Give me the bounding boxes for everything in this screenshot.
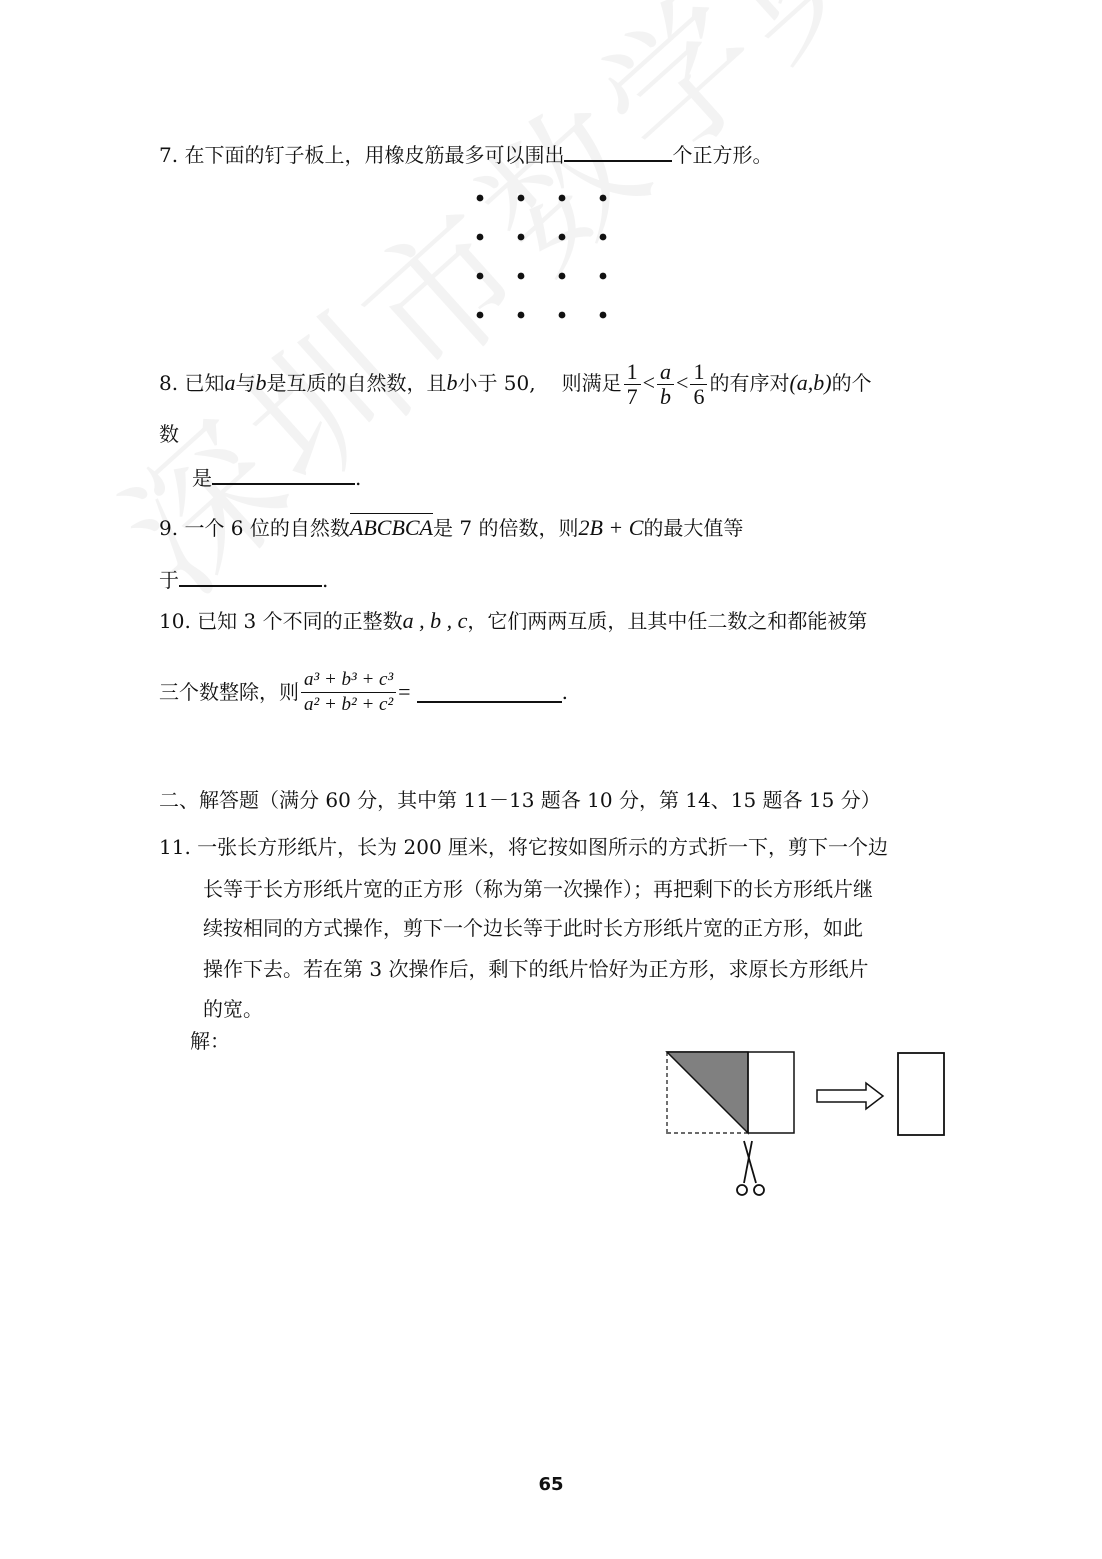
q9-overline-number: ABCBCA [349, 515, 433, 540]
q9-text2: 是 7 的倍数，则 [433, 516, 579, 540]
q8-text4: 的有序对 [709, 371, 790, 395]
q8-line-2: 数 [159, 422, 179, 446]
q8-var-b: b [255, 370, 267, 395]
q11-line-5: 的宽。 [203, 997, 263, 1021]
q10-line2-text: 三个数整除，则 [159, 680, 299, 704]
peg-dot [559, 195, 566, 202]
question-7 [159, 140, 772, 169]
q10-numerator: a³ + b³ + c³ [301, 668, 396, 693]
q10-period: . [561, 680, 568, 704]
q10-answer-blank[interactable] [417, 681, 562, 703]
q9-period: . [322, 568, 329, 592]
q8-text1: 是互质的自然数，且 [266, 371, 447, 395]
q8-pair: (a,b) [789, 370, 832, 395]
q9-answer-blank[interactable] [179, 565, 322, 587]
q8-period: . [355, 466, 362, 490]
q8-yu: 与 [235, 371, 256, 395]
result-rectangle [898, 1053, 944, 1135]
q8-fraction-a-b: $\frac{a}{b}$ [657, 360, 674, 409]
q11-line-3: 续按相同的方式操作，剪下一个边长等于此时长方形纸片宽的正方形，如此 [203, 916, 863, 940]
peg-dot [559, 273, 566, 280]
q8-line-3 [192, 463, 361, 492]
q8-lt-1: < [642, 370, 656, 395]
scissors-icon [737, 1141, 764, 1195]
question-10 [159, 607, 867, 635]
q7-text-a: 7. 在下面的钉子板上，用橡皮筋最多可以围出 [159, 143, 565, 167]
q10-line-2 [159, 660, 568, 724]
folding-figure [660, 1045, 950, 1205]
peg-dot [600, 312, 607, 319]
q9-text3: 的最大值等 [643, 516, 744, 540]
q9-expr: 2B + C [578, 515, 644, 540]
right-arrow-icon [817, 1083, 883, 1109]
q10-text2: ，它们两两互质，且其中任二数之和都能被第 [467, 609, 868, 633]
pegboard [470, 188, 620, 328]
section-2-heading: 二、解答题（满分 60 分，其中第 11－13 题各 10 分，第 14、15 题各 15 分） [159, 788, 881, 812]
q8-shi: 是 [192, 466, 212, 490]
peg-dot [600, 195, 607, 202]
q10-text1: 10. 已知 3 个不同的正整数 [159, 609, 403, 633]
q9-line-2 [159, 565, 328, 594]
q8-var-a: a [224, 370, 236, 395]
q8-prefix: 8. 已知 [159, 371, 225, 395]
peg-dot [518, 312, 525, 319]
peg-dot [518, 234, 525, 241]
page-number: 65 [538, 1474, 564, 1495]
q8-answer-blank[interactable] [212, 463, 355, 485]
q8-lt-2: < [676, 370, 689, 395]
q11-line-4: 操作下去。若在第 3 次操作后，剩下的纸片恰好为正方形，求原长方形纸片 [203, 957, 869, 981]
q9-text1: 9. 一个 6 位的自然数 [159, 516, 350, 540]
q11-answer-label: 解： [190, 1029, 230, 1053]
peg-dot [518, 195, 525, 202]
q8-text5: 的个 [831, 371, 872, 395]
q9-yu: 于 [159, 568, 179, 592]
peg-dot [518, 273, 525, 280]
q8-text2: 小于 50, [457, 371, 536, 395]
peg-dot [600, 273, 607, 280]
q8-fraction-1-6: $\frac{1}{6}$ [690, 360, 707, 409]
peg-dot [477, 312, 484, 319]
peg-dot [559, 312, 566, 319]
question-8 [159, 360, 872, 409]
q11-line-1: 11. 一张长方形纸片，长为 200 厘米，将它按如图所示的方式折一下，剪下一个边 [159, 835, 889, 859]
peg-dot [477, 234, 484, 241]
q7-text-b: 个正方形。 [672, 143, 773, 167]
q7-answer-blank[interactable] [564, 140, 672, 162]
q8-text3: 则满足 [561, 371, 622, 395]
peg-dot [600, 234, 607, 241]
peg-dot [559, 234, 566, 241]
q10-fraction [301, 668, 396, 717]
peg-dot [477, 195, 484, 202]
peg-dot [477, 273, 484, 280]
q10-denominator: a² + b² + c² [304, 693, 394, 715]
q11-line-2: 长等于长方形纸片宽的正方形（称为第一次操作）；再把剩下的长方形纸片继 [203, 877, 873, 901]
q8-var-b2: b [446, 370, 458, 395]
q10-equals: = [398, 679, 411, 704]
question-9 [159, 514, 743, 542]
q10-vars: a , b , c [402, 608, 468, 633]
q8-fraction-1-7: $\frac{1}{7}$ [624, 360, 641, 409]
folded-triangle [667, 1052, 748, 1133]
